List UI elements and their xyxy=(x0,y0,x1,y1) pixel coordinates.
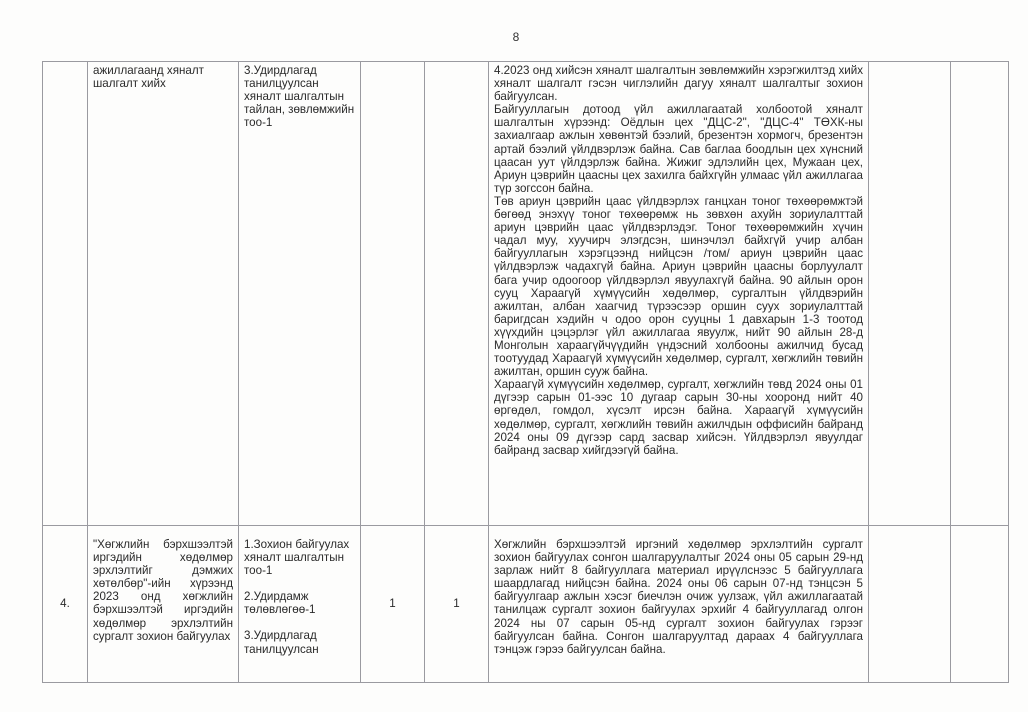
table-row xyxy=(43,62,1009,526)
activity-cell xyxy=(88,62,239,526)
activity-text: ажиллагаанд хяналт шалгалт хийх xyxy=(93,64,204,91)
notes-cell xyxy=(951,62,1009,526)
report-cell xyxy=(489,62,869,526)
report-table xyxy=(42,61,1009,683)
report-paragraph: Хараагүй хүмүүсийн хөдөлмөр, сургалт, хөгжлийн төвд 2024 оны 01 дүгээр сарын 01-ээс 10 дугаар сарын 30-ны хооронд нийт 40 өргөдөл, гомдол, хүсэлт ирсэн байна. Хараагүй хүмүүсийн хөдөлмөр, сургалт, хөгжлийн төвийн ажилчдын оффисийн байранд 2024 оны 09 дүгээр сард засвар хийсэн. Үйлдвэрлэл явуулдаг байранд засвар хийгдээгүй байна. xyxy=(494,378,863,457)
activity-cell xyxy=(88,526,239,683)
indicator-item: 2.Удирдамж төлөвлөгөө-1 xyxy=(244,590,316,617)
report-cell xyxy=(489,526,869,683)
indicator-item: 3.Удирдлагад танилцуулсан хяналт шалгалтын тайлан, зөвлөмжийн тоо-1 xyxy=(244,64,355,130)
report-paragraph: Төв ариун цэврийн цаас үйлдвэрлэх ганцхан тоног төхөөрөмжтэй бөгөөд энэхүү тоног төхөөрөмж нь зөвхөн ахуйн зориулалттай ариун цэврийн цаас үйлдвэрлэдэг. Тоног төхөөрөмжийн хүчин чадал муу, хуучирч элэгдсэн, шинэчлэл байхгүй учир албан байгууллагын хэрэгцээнд нийцсэн /том/ ариун цэврийн цаас үйлдвэрлэж чадахгүй байна. Ариун цэврийн цаасны борлуулалт бага учир одоогоор үйлдвэрлэл явуулахгүй байна. 90 айлын орон сууц Хараагүй хүмүүсийн хөдөлмөр, сургалтын үйлдвэрийн ажилтан, албан хаагчид түрээсээр оршин суух зориулалттай баригдсан хэдийн ч одоо орон сууцны 1 давхарын 1-3 тоотод хүүхдийн цэцэрлэг үйл ажиллагаа явуулж, нийт 90 айлын 28-д Монголын хараагүйчүүдийн үндэсний холбооны ажилчид бусад тоотуудад Хараагүй хүмүүсийн хөдөлмөр, сургалт, хөгжлийн төвийн ажилтан, оршин сууж байна. xyxy=(494,194,863,379)
row-index-cell: 4. xyxy=(43,526,88,683)
indicators-cell xyxy=(239,526,361,683)
planned-cell: 1 xyxy=(361,526,425,683)
evaluation-cell xyxy=(869,62,951,526)
activity-text: "Хөгжлийн бэрхшээлтэй иргэдийн хөдөлмөр эрхлэлтийг дэмжих хөтөлбөр"-ийн хүрээнд 2023 онд хөгжлийн бэрхшээлтэй иргэдийн хөдөлмөр эрхлэлтийн сургалт зохион байгуулах xyxy=(93,538,233,643)
indicators-cell xyxy=(239,62,361,526)
notes-cell xyxy=(951,526,1009,683)
report-paragraph: 4.2023 онд хийсэн хяналт шалгалтын зөвлөмжийн хэрэгжилтэд хийх хяналт шалгалт гэсэн чиглэлийн дагуу хяналт шалгалтыг зохион байгуулсан. xyxy=(494,64,863,104)
report-paragraph: Хөгжлийн бэрхшээлтэй иргэний хөдөлмөр эрхлэлтийн сургалт зохион байгуулах сонгон шалгаруулалтыг 2024 оны 05 сарын 29-нд зарлаж нийт 8 байгууллага материал ирүүлснээс 5 байгууллага шаардлагад нийцсэн байна. 2024 оны 06 сарын 07-нд тэнцсэн 5 байгуулгаар ажлын хэсэг биечлэн очиж уулзаж, үйл ажиллагаатай танилцаж сургалт зохион байгуулах эрхийг 4 байгууллагад олгон 2024 ны 07 сарын 05-нд сургалт зохион байгуулах гэрээг байгуулсан байна. Сонгон шалгаруултад дараах 4 байгууллага тэнцэж гэрээ байгуулсан байна. xyxy=(494,538,863,656)
row-index-cell xyxy=(43,62,88,526)
actual-cell: 1 xyxy=(425,526,489,683)
evaluation-cell xyxy=(869,526,951,683)
table-row xyxy=(43,526,1009,683)
actual-cell xyxy=(425,62,489,526)
indicator-item: 3.Удирдлагад танилцуулсан xyxy=(244,629,319,656)
planned-cell xyxy=(361,62,425,526)
page-number: 8 xyxy=(512,30,520,44)
indicator-item: 1.Зохион байгуулах хяналт шалгалтын тоо-1 xyxy=(244,538,350,578)
report-paragraph: Байгууллагын дотоод үйл ажиллагаатай холбоотой хяналт шалгалтын хүрээнд: Оёдлын цех "ДЦС-2", "ДЦС-4" ТӨХК-ны захиалгаар ажлын хөвөнтэй бээлий, брезентэн хормогч, брезентэн артай бээлий үйлдвэрлэж байна. Сав баглаа боодлын цех хүнсний цаасан уут үйлдэрлэж байна. Жижиг эдлэлийн цех, Мужаан цех, Ариун цэврийн цаасны цех захилга байхгүйн улмаас үйл ажиллагаа түр зогссон байна. xyxy=(494,103,863,195)
